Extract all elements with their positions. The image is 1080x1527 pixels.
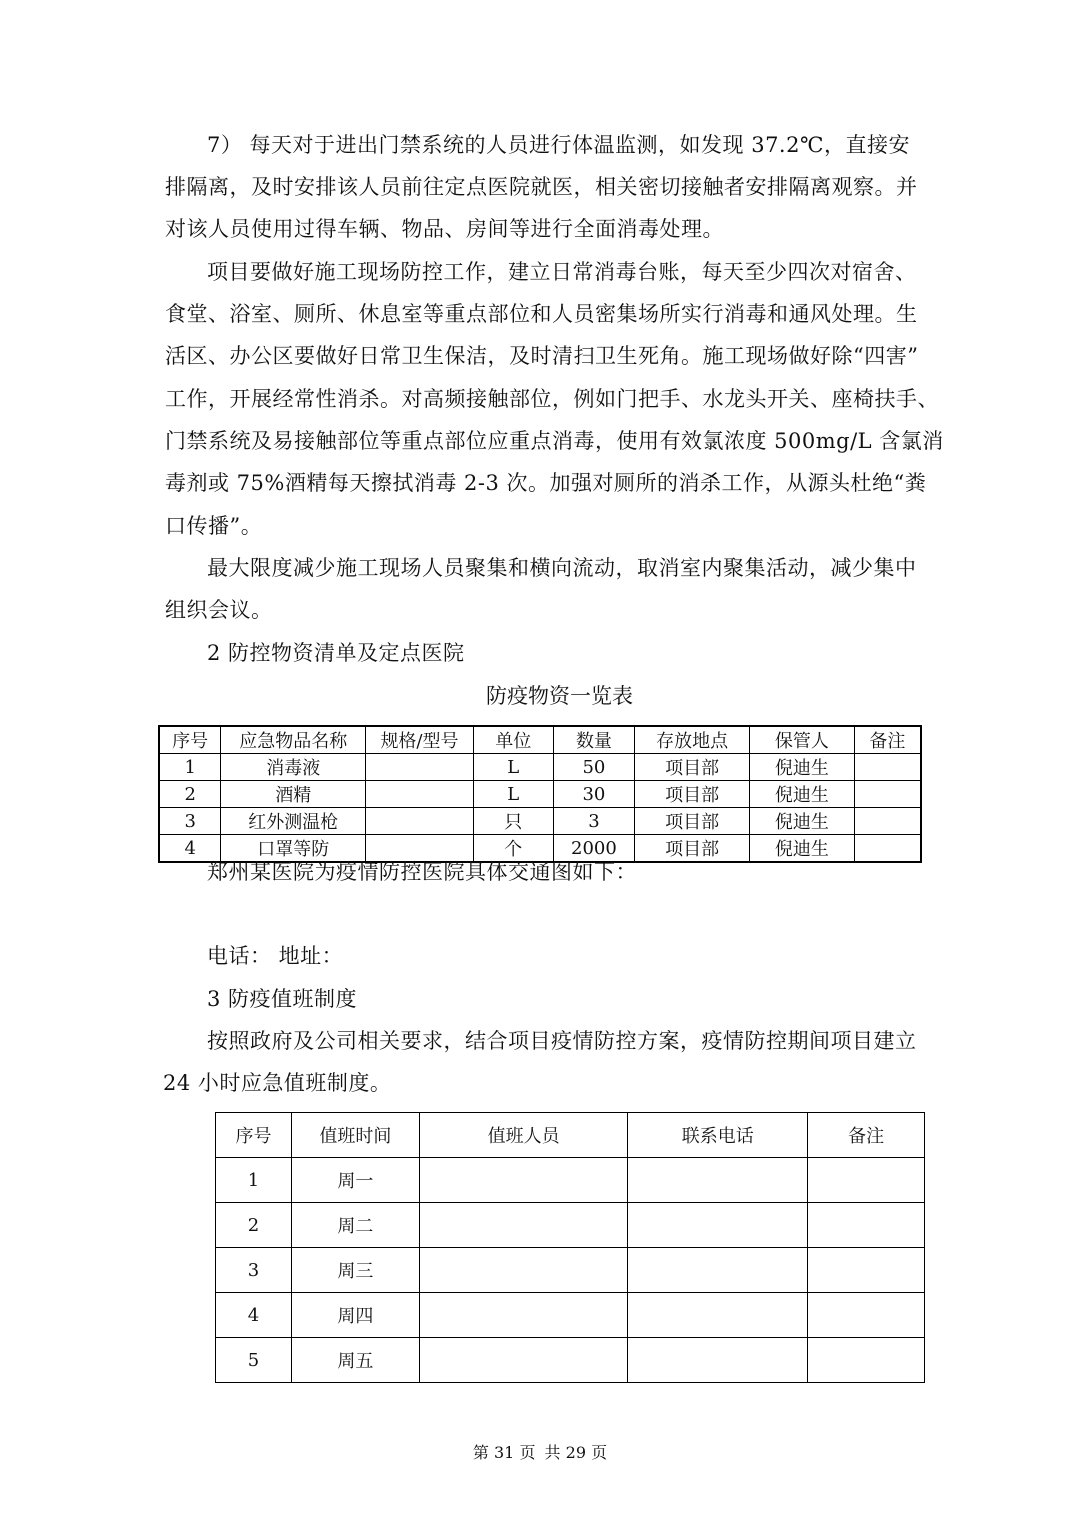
- header-cell: 规格/型号: [366, 726, 474, 754]
- table-cell: [628, 1293, 808, 1338]
- table-row: [159, 781, 921, 808]
- disinfect-paragraph-line: 口传播”。: [165, 514, 263, 538]
- section-3-heading: 3 防疫值班制度: [207, 987, 358, 1011]
- header-cell: 联系电话: [628, 1113, 808, 1158]
- table-cell: 个: [473, 835, 553, 863]
- table-cell: 项目部: [635, 754, 750, 781]
- paragraph-7-line: 7） 每天对于进出门禁系统的人员进行体温监测，如发现 37.2℃，直接安: [207, 133, 910, 157]
- table-cell: 2000: [553, 835, 635, 863]
- table-cell: 倪迪生: [750, 808, 855, 835]
- table-row: [159, 808, 921, 835]
- header-cell: 数量: [553, 726, 635, 754]
- supplies-table: [158, 725, 922, 863]
- header-cell: 单位: [473, 726, 553, 754]
- table-row: [216, 1158, 925, 1203]
- table-cell: [808, 1338, 925, 1383]
- table-cell: 红外测温枪: [221, 808, 366, 835]
- table-header-row: [159, 726, 921, 754]
- table-cell: [366, 808, 474, 835]
- table-cell: [808, 1203, 925, 1248]
- table-cell: 项目部: [635, 835, 750, 863]
- paragraph-7-line: 排隔离，及时安排该人员前往定点医院就医，相关密切接触者安排隔离观察。并: [165, 175, 918, 199]
- header-cell: 序号: [159, 726, 221, 754]
- table-cell: 周四: [291, 1293, 419, 1338]
- duty-intro-line: 按照政府及公司相关要求，结合项目疫情防控方案，疫情防控期间项目建立: [207, 1029, 917, 1053]
- table-cell: 3: [216, 1248, 292, 1293]
- table-cell: 周五: [291, 1338, 419, 1383]
- table-cell: 倪迪生: [750, 835, 855, 863]
- header-cell: 备注: [854, 726, 921, 754]
- table-cell: 1: [159, 754, 221, 781]
- page-number: 第 31 页: [472, 1443, 536, 1462]
- table-cell: [366, 781, 474, 808]
- table-cell: 1: [216, 1158, 292, 1203]
- header-cell: 保管人: [750, 726, 855, 754]
- disinfect-paragraph-line: 毒剂或 75%酒精每天擦拭消毒 2-3 次。加强对厕所的消杀工作，从源头杜绝“粪: [165, 471, 927, 495]
- section-2-heading: 2 防控物资清单及定点医院: [207, 641, 465, 665]
- table-cell: [419, 1203, 628, 1248]
- table-row: [216, 1248, 925, 1293]
- table-cell: 3: [553, 808, 635, 835]
- table-cell: [808, 1158, 925, 1203]
- table-cell: 项目部: [635, 781, 750, 808]
- disinfect-paragraph-line: 工作，开展经常性消杀。对高频接触部位，例如门把手、水龙头开关、座椅扶手、: [165, 387, 939, 411]
- table-cell: 周一: [291, 1158, 419, 1203]
- table-cell: [854, 781, 921, 808]
- table-cell: [808, 1293, 925, 1338]
- table-cell: 口罩等防: [221, 835, 366, 863]
- table-cell: 只: [473, 808, 553, 835]
- table-row: [216, 1338, 925, 1383]
- table-cell: [628, 1203, 808, 1248]
- header-cell: 备注: [808, 1113, 925, 1158]
- page-footer: [0, 1440, 1080, 1463]
- table-cell: [366, 754, 474, 781]
- table-cell: 周二: [291, 1203, 419, 1248]
- table-cell: 倪迪生: [750, 754, 855, 781]
- table-cell: [808, 1248, 925, 1293]
- supplies-table-title: 防疫物资一览表: [486, 684, 633, 708]
- table-cell: [854, 808, 921, 835]
- table-cell: 酒精: [221, 781, 366, 808]
- disinfect-paragraph-line: 活区、办公区要做好日常卫生保洁，及时清扫卫生死角。施工现场做好除“四害”: [165, 344, 919, 368]
- disinfect-paragraph-line: 门禁系统及易接触部位等重点部位应重点消毒，使用有效氯浓度 500mg/L 含氯消: [165, 429, 944, 453]
- header-cell: 值班人员: [419, 1113, 628, 1158]
- table-cell: [419, 1248, 628, 1293]
- duty-table: [215, 1112, 925, 1383]
- hospital-line: 郑州某医院为疫情防控医院具体交通图如下：: [207, 860, 637, 884]
- table-cell: [628, 1158, 808, 1203]
- table-cell: [419, 1158, 628, 1203]
- table-cell: 30: [553, 781, 635, 808]
- table-cell: 5: [216, 1338, 292, 1383]
- table-cell: 50: [553, 754, 635, 781]
- table-cell: 2: [159, 781, 221, 808]
- table-cell: 4: [159, 835, 221, 863]
- disinfect-paragraph-line: 项目要做好施工现场防控工作，建立日常消毒台账，每天至少四次对宿舍、: [207, 260, 917, 284]
- table-cell: [628, 1248, 808, 1293]
- table-cell: [628, 1338, 808, 1383]
- table-cell: 2: [216, 1203, 292, 1248]
- table-cell: 倪迪生: [750, 781, 855, 808]
- disinfect-paragraph-line: 食堂、浴室、厕所、休息室等重点部位和人员密集场所实行消毒和通风处理。生: [165, 302, 918, 326]
- table-header-row: [216, 1113, 925, 1158]
- table-cell: [854, 754, 921, 781]
- page-total: 共 29 页: [544, 1443, 608, 1462]
- table-cell: 3: [159, 808, 221, 835]
- table-cell: [854, 835, 921, 863]
- table-row: [216, 1203, 925, 1248]
- header-cell: 序号: [216, 1113, 292, 1158]
- table-row: [159, 754, 921, 781]
- table-cell: L: [473, 754, 553, 781]
- table-row: [216, 1293, 925, 1338]
- header-cell: 值班时间: [291, 1113, 419, 1158]
- duty-intro-line: 24 小时应急值班制度。: [163, 1071, 392, 1095]
- gathering-paragraph-line: 组织会议。: [165, 598, 273, 622]
- paragraph-7-line: 对该人员使用过得车辆、物品、房间等进行全面消毒处理。: [165, 217, 724, 241]
- header-cell: 应急物品名称: [221, 726, 366, 754]
- table-cell: 项目部: [635, 808, 750, 835]
- table-cell: 周三: [291, 1248, 419, 1293]
- table-cell: 4: [216, 1293, 292, 1338]
- table-cell: [419, 1338, 628, 1383]
- gathering-paragraph-line: 最大限度减少施工现场人员聚集和横向流动，取消室内聚集活动，减少集中: [207, 556, 917, 580]
- table-cell: L: [473, 781, 553, 808]
- table-cell: [419, 1293, 628, 1338]
- table-cell: 消毒液: [221, 754, 366, 781]
- header-cell: 存放地点: [635, 726, 750, 754]
- contact-line: 电话： 地址：: [207, 944, 344, 968]
